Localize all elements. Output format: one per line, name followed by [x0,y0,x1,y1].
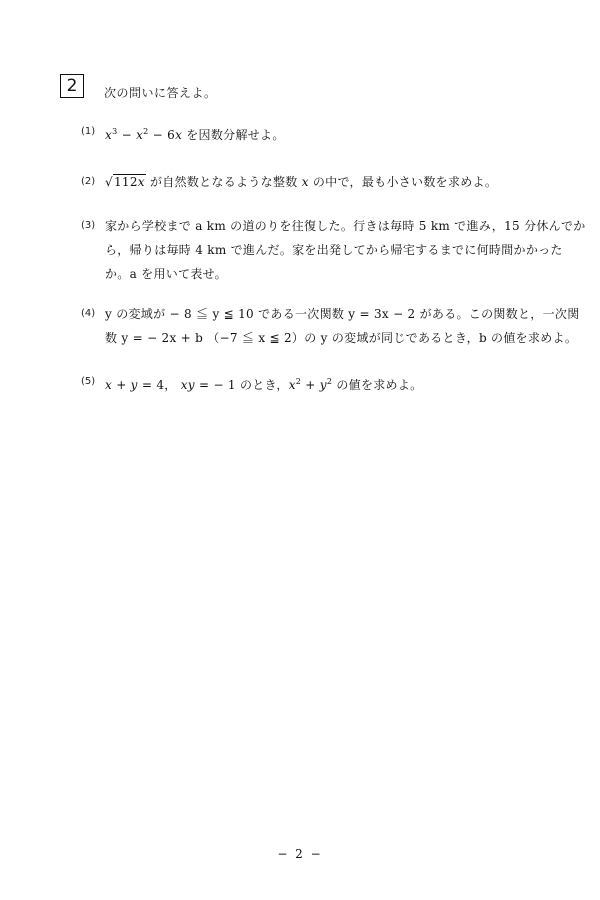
problem-5 [81,370,541,397]
problem-2-label: (2) [81,176,96,187]
problem-5-text: x + y = 4， xy = − 1 のとき，$x^2 + y^2$ の値を求めよ。 [105,377,423,392]
problem-3 [81,214,586,286]
problem-1-text: $x^3 - x^2 - 6x$ を因数分解せよ。 [105,127,285,142]
problem-4-line-1: y の変域が − 8 ≦ y ≦ 10 である一次関数 y = 3x − 2 がある。この関数と，一次関 [105,307,580,321]
problem-1 [81,120,541,147]
problem-3-text [105,214,586,286]
problem-4 [81,302,580,350]
problem-5-label: (5) [81,376,96,387]
problem-2 [81,170,541,194]
question-instruction: 次の問いに答えよ。 [104,86,217,100]
problem-1-label: (1) [81,126,96,137]
question-number-box: 2 [60,74,84,98]
page-number: − 2 − [277,847,323,861]
problem-3-line-3: か。a を用いて表せ。 [105,267,227,281]
problem-4-label: (4) [81,308,96,319]
problem-4-text [105,302,580,350]
problem-2-text: √112x が自然数となるような整数 x の中で，最も小さい数を求めよ。 [105,175,498,189]
problem-4-line-2: 数 y = − 2x + b （−7 ≦ x ≦ 2）の y の変域が同じであるとき，b の値を求めよ。 [105,331,578,345]
problem-3-line-1: 家から学校まで a km の道のりを往復した。行きは毎時 5 km で進み，15 分休んでか [105,219,586,233]
problem-3-line-2: ら，帰りは毎時 4 km で進んだ。家を出発してから帰宅するまでに何時間かかった [105,243,563,257]
problem-3-label: (3) [81,220,96,231]
